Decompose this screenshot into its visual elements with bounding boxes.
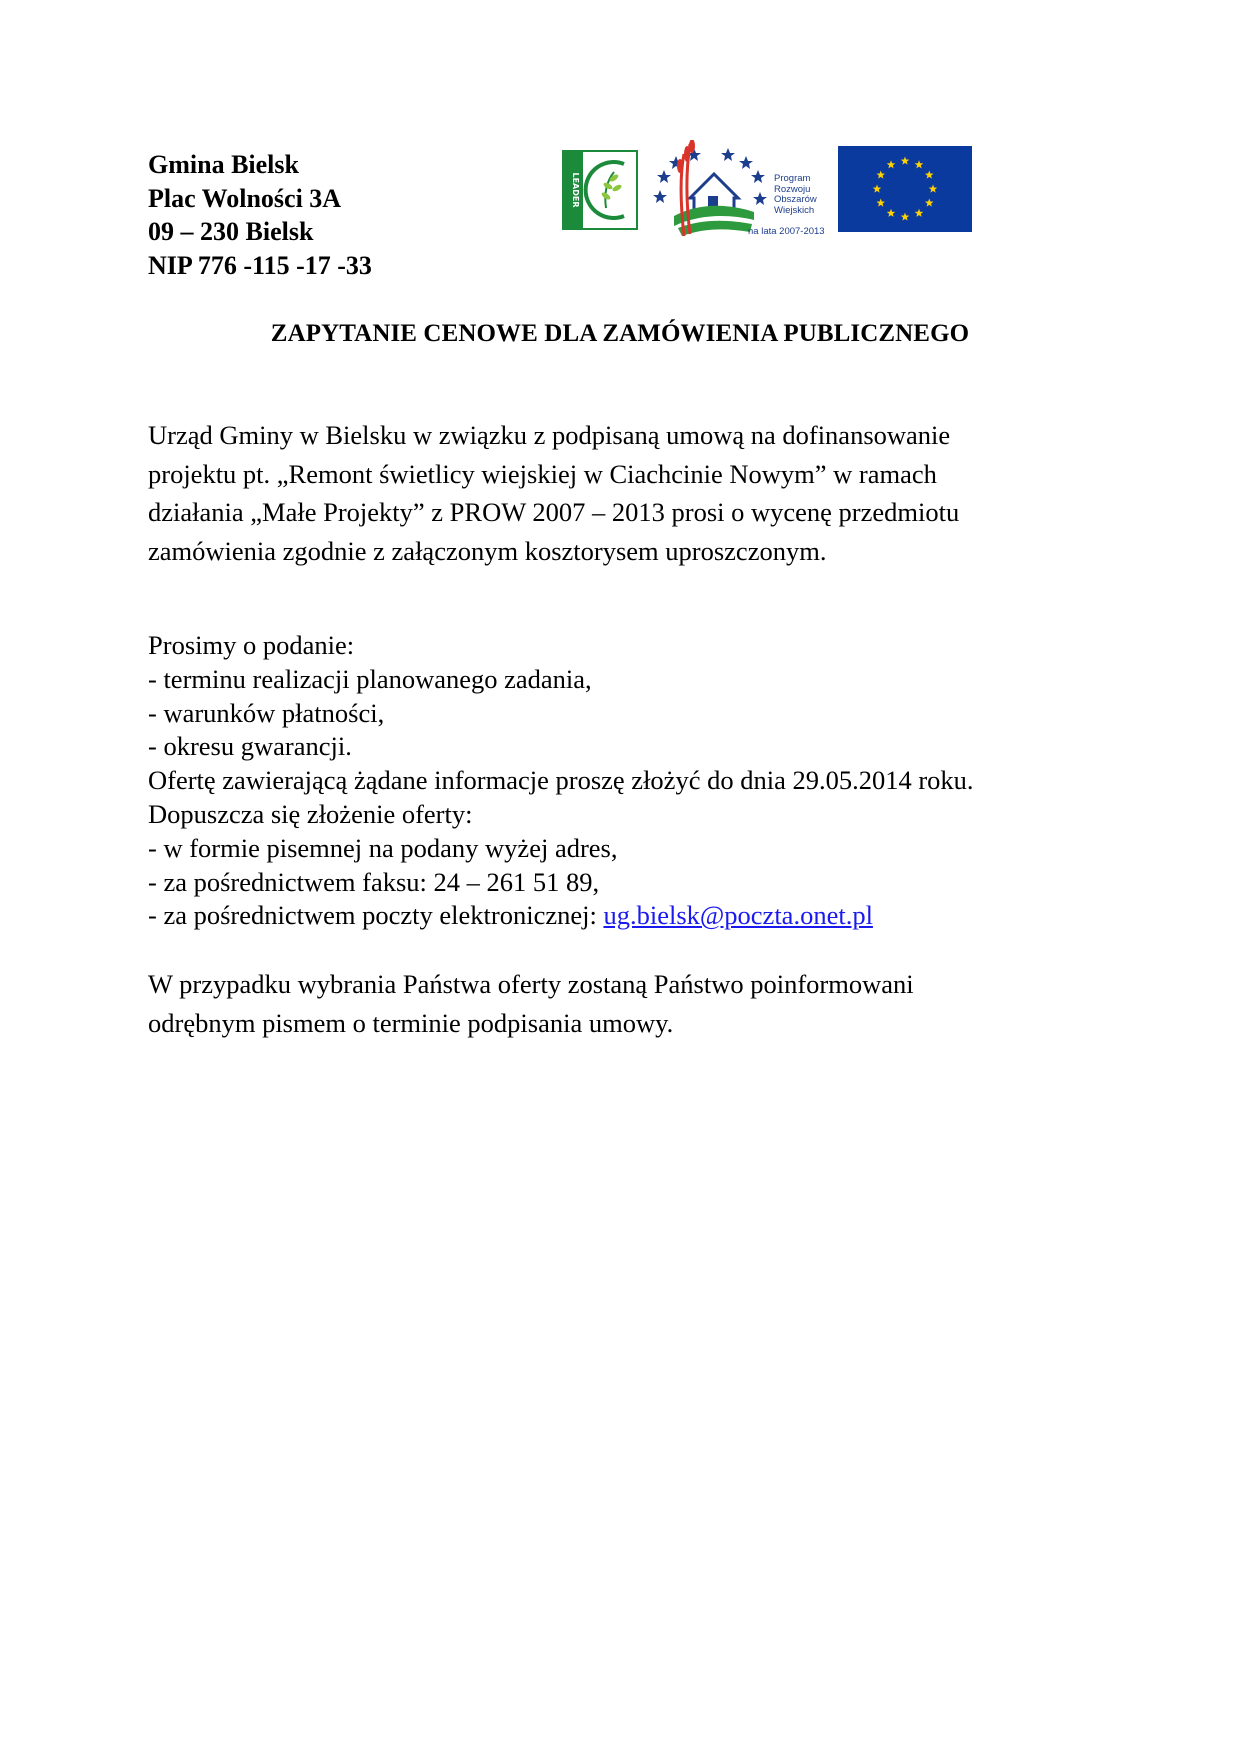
closing-paragraph [148, 965, 914, 1042]
paragraph-line: projektu pt. „Remont świetlicy wiejskiej w Ciachcinie Nowym” w ramach [148, 458, 937, 489]
list-item: - w formie pisemnej na podany wyżej adres, [148, 832, 618, 863]
deadline-line: Ofertę zawierającą żądane informacje proszę złożyć do dnia 29.05.2014 roku. [148, 765, 974, 796]
sender-nip: NIP 776 -115 -17 -33 [148, 250, 372, 280]
prow-caption-line: Wiejskich [774, 204, 815, 216]
paragraph-line: Prosimy o podanie: [148, 630, 355, 660]
document-title: ZAPYTANIE CENOWE DLA ZAMÓWIENIA PUBLICZNEGO [270, 320, 970, 347]
fax-line: - za pośrednictwem faksu: 24 – 261 51 89, [148, 866, 600, 897]
email-line-prefix: - za pośrednictwem poczty elektronicznej: [148, 900, 604, 931]
leader-logo-icon [562, 150, 638, 230]
eu-flag-icon [838, 146, 972, 232]
email-link[interactable]: ug.bielsk@poczta.onet.pl [603, 900, 873, 931]
paragraph-line: Dopuszcza się złożenie oferty: [148, 798, 473, 829]
paragraph-line: działania „Małe Projekty” z PROW 2007 – 2013 prosi o wycenę przedmiotu [148, 497, 960, 527]
prow-caption-line: Rozwoju [774, 183, 811, 195]
email-line [148, 899, 974, 933]
sender-street: Plac Wolności 3A [148, 183, 342, 213]
sender-postal-city: 09 – 230 Bielsk [148, 217, 314, 246]
sender-address-block [148, 148, 372, 282]
requirements-paragraph [148, 629, 974, 933]
list-item: - terminu realizacji planowanego zadania, [148, 663, 592, 694]
prow-logo-years: na lata 2007-2013 [748, 226, 825, 237]
prow-logo-icon [650, 140, 772, 240]
paragraph-line: Urząd Gminy w Bielsku w związku z podpisaną umową na dofinansowanie [148, 420, 951, 450]
sender-name: Gmina Bielsk [148, 150, 299, 179]
intro-paragraph [148, 416, 959, 570]
leader-logo-text: LEADER [571, 172, 580, 208]
paragraph-line: zamówienia zgodnie z załączonym kosztorysem uproszczonym. [148, 535, 827, 566]
paragraph-line: odrębnym pismem o terminie podpisania umowy. [148, 1007, 674, 1038]
prow-caption-line: Program [774, 173, 811, 184]
paragraph-line: W przypadku wybrania Państwa oferty zostaną Państwo poinformowani [148, 969, 914, 999]
prow-logo-caption [774, 174, 817, 216]
list-item: - warunków płatności, [148, 697, 385, 728]
prow-caption-line: Obszarów [774, 194, 817, 205]
list-item: - okresu gwarancji. [148, 731, 352, 762]
